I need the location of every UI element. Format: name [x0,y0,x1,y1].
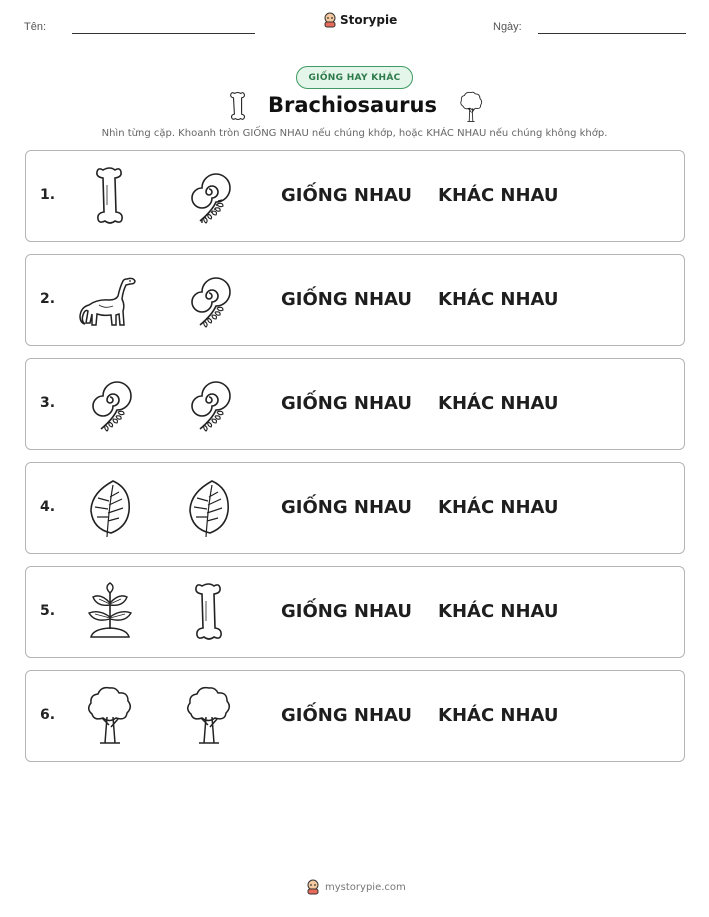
same-option[interactable]: GIỐNG NHAU [281,289,413,310]
comparison-row [25,150,685,242]
comparison-row [25,670,685,762]
date-label: Ngày: [493,21,522,33]
same-option[interactable]: GIỐNG NHAU [281,497,413,518]
footer [306,879,406,895]
dinosaur-icon [79,269,141,331]
row-number: 1. [40,187,56,203]
fern-icon [178,269,240,331]
different-option[interactable]: KHÁC NHAU [438,289,559,310]
row-number: 5. [40,603,56,619]
activity-badge [296,66,413,89]
footer-url[interactable]: mystorypie.com [325,881,406,893]
different-option[interactable]: KHÁC NHAU [438,185,559,206]
different-option[interactable]: KHÁC NHAU [438,497,559,518]
name-line[interactable] [72,33,255,34]
worksheet-title: Brachiosaurus [268,93,437,117]
same-option[interactable]: GIỐNG NHAU [281,705,413,726]
row-number: 3. [40,395,56,411]
different-option[interactable]: KHÁC NHAU [438,393,559,414]
comparison-row [25,358,685,450]
instructions-text: Nhìn từng cặp. Khoanh tròn GIỐNG NHAU nếu chúng khớp, hoặc KHÁC NHAU nếu chúng không khớp. [101,128,608,139]
leaf-icon [79,477,141,539]
brand-logo [323,12,397,28]
fern-icon [79,373,141,435]
brand-name: Storypie [340,13,398,27]
bone-icon [79,165,141,227]
name-label: Tên: [24,21,47,33]
bone-icon [229,90,247,122]
plant-icon [79,581,141,643]
tree-icon [178,685,240,747]
title-row [0,90,709,124]
row-number: 6. [40,707,56,723]
comparison-row [25,254,685,346]
storypie-mascot-icon [323,12,337,28]
row-number: 2. [40,291,56,307]
comparison-row [25,566,685,658]
same-option[interactable]: GIỐNG NHAU [281,185,413,206]
comparison-row [25,462,685,554]
fern-icon [178,373,240,435]
same-option[interactable]: GIỐNG NHAU [281,393,413,414]
badge-label: GIỐNG HAY KHÁC [308,72,401,83]
same-option[interactable]: GIỐNG NHAU [281,601,413,622]
fern-icon [178,165,240,227]
different-option[interactable]: KHÁC NHAU [438,705,559,726]
tree-icon [459,90,483,124]
comparison-rows [25,150,685,774]
tree-icon [79,685,141,747]
row-number: 4. [40,499,56,515]
different-option[interactable]: KHÁC NHAU [438,601,559,622]
storypie-mascot-icon [306,879,320,895]
leaf-icon [178,477,240,539]
date-line[interactable] [538,33,686,34]
bone-icon [178,581,240,643]
